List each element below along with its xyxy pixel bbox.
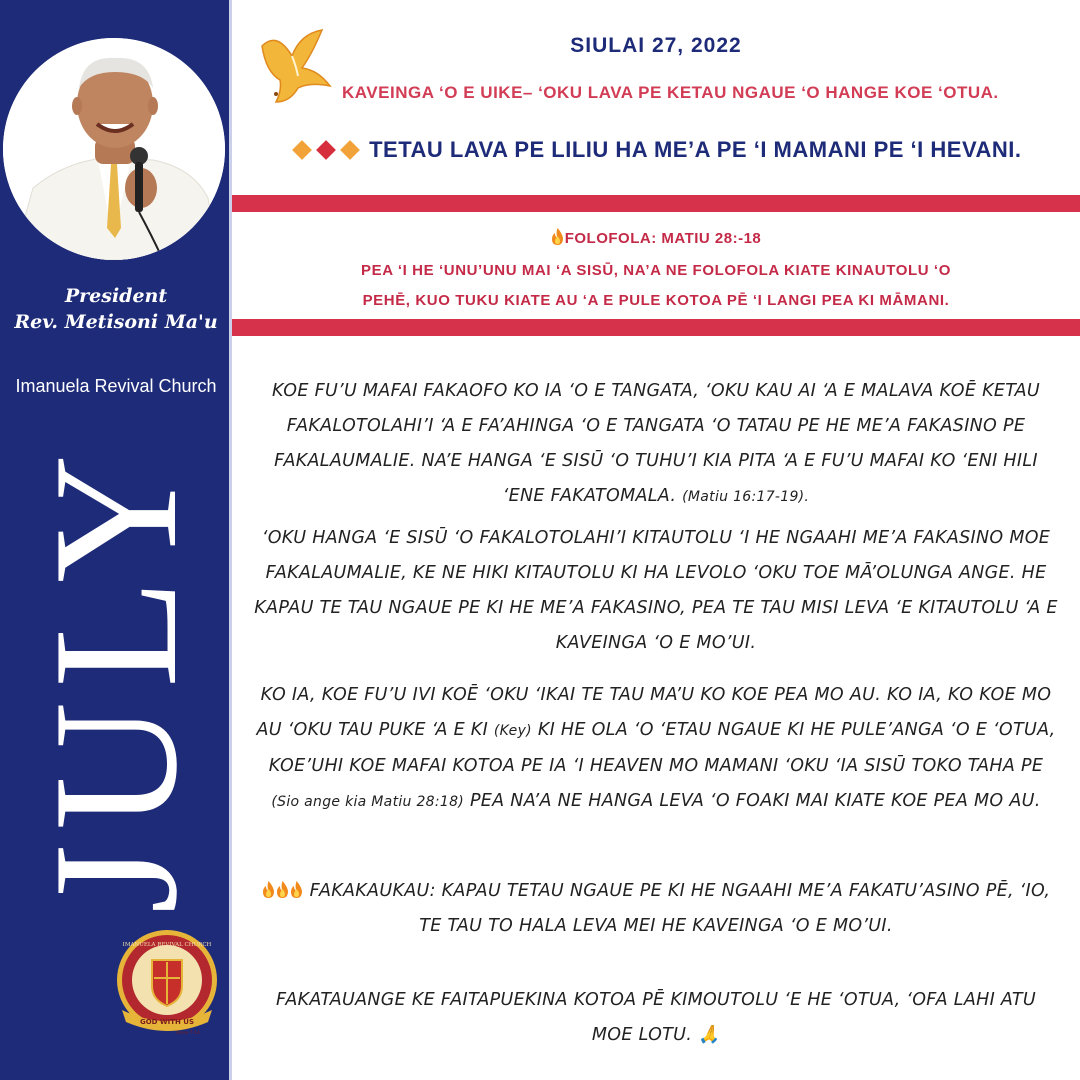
paragraph-2: ‘OKU HANGA ‘E SISŪ ‘O FAKALOTOLAHI’I KITAUTOLU ‘I HE NGAAHI ME’A FAKASINO MOE FAKALAUMALIE, KE NE HIKI KITAUTOLU KI HA LEVOLO ‘OKU TOE MĀ’OLUNGA ANGE. HE KAPAU TE TAU NGAUE PE KI HE ME’A FAKASINO, PEA TE TAU MISI LEVA ‘E KITAUTOLU ‘A E KAVEINGA ‘O E MO’UI. bbox=[254, 528, 1058, 653]
paragraph-text: PEA NA’A NE HANGA LEVA ‘O FOAKI MAI KIATE KOE PEA MO AU. bbox=[469, 791, 1041, 811]
month-label: JULY bbox=[16, 440, 214, 914]
paragraph-4 bbox=[232, 874, 1080, 944]
scripture-line: PEHĒ, KUO TUKU KIATE AU ‘A E PULE KOTOA PĒ ‘I LANGI PEA KI MĀMANI. bbox=[362, 292, 950, 309]
key-note: (Key) bbox=[493, 723, 532, 739]
weekly-theme: KAVEINGA ‘O E UIKE– ‘OKU LAVA PE KETAU NGAUE ‘O HANGE KOE ‘OTUA. bbox=[342, 83, 999, 102]
paragraph-text: KI HE OLA ‘O ‘ETAU NGAUE KI HE PULE’ANGA ‘O E ‘OTUA, KOE’UHI KOE MAFAI KOTOA PE IA ‘I HEAVEN MO MAMANI ‘OKU ‘IA SISŪ TOKO TAHA PE bbox=[268, 720, 1056, 776]
scripture-line: PEA ‘I HE ‘UNU’UNU MAI ‘A SISŪ, NA’A NE FOLOFOLA KIATE KINAUTOLU ‘O bbox=[361, 262, 951, 279]
scripture-reference-text: FOLOFOLA: MATIU 28:-18 bbox=[564, 230, 762, 247]
paragraph-3 bbox=[232, 678, 1080, 820]
red-diamond-icon bbox=[317, 140, 337, 160]
president-portrait bbox=[3, 38, 225, 260]
president-title: President bbox=[64, 285, 168, 307]
headline bbox=[232, 137, 1080, 163]
portrait-image bbox=[3, 38, 225, 260]
red-band-top bbox=[232, 195, 1080, 212]
church-name: Imanuela Revival Church bbox=[15, 376, 217, 396]
scripture-text bbox=[232, 256, 1080, 316]
scripture-reference bbox=[232, 228, 1080, 247]
sidebar bbox=[0, 0, 229, 1080]
paragraph-5 bbox=[232, 983, 1080, 1053]
bible-reference: (Matiu 16:17-19). bbox=[682, 489, 810, 505]
praying-hands-icon: 🙏 bbox=[698, 1025, 721, 1045]
headline-text: TETAU LAVA PE LILIU HA ME’A PE ‘I MAMANI PE ‘I HEVANI. bbox=[369, 137, 1022, 162]
church-seal-logo bbox=[112, 928, 222, 1040]
seal-ring-text: IMANUELA REVIVAL CHURCH bbox=[122, 942, 212, 948]
fire-icon bbox=[262, 881, 275, 898]
paragraph-text: FAKAKAUKAU: KAPAU TETAU NGAUE PE KI HE NGAAHI ME’A FAKATU’ASINO PĒ, ‘IO, TE TAU TO HALA LEVA MEI HE KAVEINGA ‘O E MO’UI. bbox=[309, 881, 1051, 936]
paragraph-text: FAKATAUANGE KE FAITAPUEKINA KOTOA PĒ KIMOUTOLU ‘E HE ‘OTUA, ‘OFA LAHI ATU MOE LOTU. bbox=[276, 990, 1036, 1045]
orange-diamond-icon bbox=[341, 140, 361, 160]
fire-icon bbox=[290, 881, 303, 898]
red-band-bottom bbox=[232, 319, 1080, 336]
paragraph-text: KOE FU’U MAFAI FAKAOFO KO IA ‘O E TANGATA, ‘OKU KAU AI ‘A E MALAVA KOĒ KETAU FAKALOTOLAHI’I ‘A E FA’AHINGA ‘O E TANGATA ‘O TATAU PE HE ME’A FAKASINO PE FAKALAUMALIE. NA’E HANGA ‘E SISŪ ‘O TUHU’I KIA PITA ‘A E FU’U MAFAI KO ‘ENI HILI ‘ENE FAKATOMALA. bbox=[272, 381, 1040, 506]
seal-verse: Aisea 7:14 bbox=[176, 1031, 200, 1036]
bible-reference: (Sio ange kia Matiu 28:18) bbox=[271, 794, 465, 810]
president-name: Rev. Metisoni Ma'u bbox=[14, 311, 218, 333]
fire-icon bbox=[276, 881, 289, 898]
fire-icon bbox=[551, 228, 564, 245]
paragraph-1 bbox=[232, 374, 1080, 515]
paragraph-text: KO IA, KOE FU’U IVI KOĒ ‘OKU ‘IKAI TE TAU MA’U KO KOE PEA MO AU. KO IA, KO KOE MO AU ‘OKU TAU PUKE ‘A E KI bbox=[256, 685, 1052, 740]
seal-motto: GOD WITH US bbox=[139, 1018, 195, 1026]
orange-diamond-icon bbox=[293, 140, 313, 160]
date-heading: SIULAI 27, 2022 bbox=[570, 34, 742, 57]
